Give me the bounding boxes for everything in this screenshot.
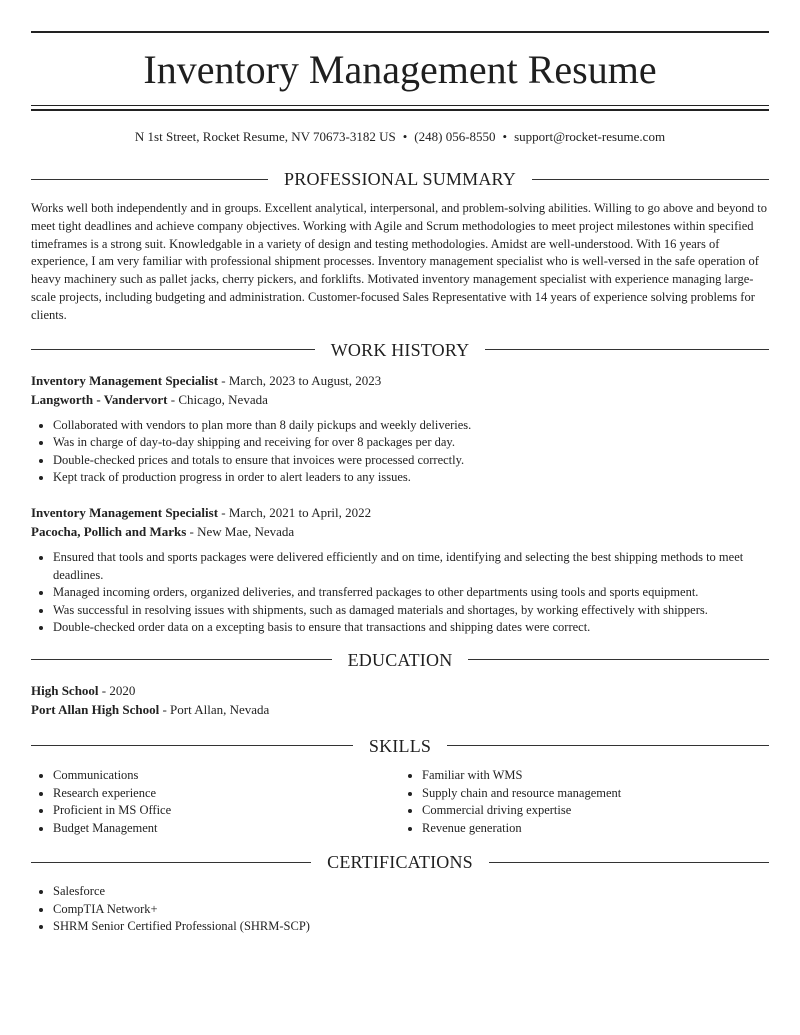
job-bullet: • Collaborated with vendors to plan more than 8 daily pickups and weekly deliveries. (53, 417, 769, 435)
job-bullet: • Double-checked prices and totals to ensure that invoices were processed correctly. (53, 452, 769, 470)
education-school-line (31, 700, 769, 719)
job-bullet: • Ensured that tools and sports packages were delivered efficiently and on time, identifying and selecting the best shipping methods to meet deadlines. (53, 549, 769, 584)
job-title: Inventory Management Specialist (31, 372, 219, 388)
heading-rule (31, 349, 315, 350)
section-heading-education (31, 649, 769, 671)
education-school: Port Allan High School (31, 701, 160, 717)
heading-rule (489, 862, 769, 863)
job-title: Inventory Management Specialist (31, 504, 219, 520)
job-bullet: • Double-checked order data on a excepting basis to ensure that transactions and shipping dates were correct. (53, 619, 769, 637)
section-heading-summary (31, 168, 769, 190)
skill-item: • Proficient in MS Office (53, 802, 400, 820)
heading-rule (31, 862, 311, 863)
skill-item: • Familiar with WMS (422, 767, 769, 785)
education-location: - Port Allan, Nevada (159, 701, 270, 717)
certification-item: • SHRM Senior Certified Professional (SHRM-SCP) (53, 918, 769, 936)
job-title-line (31, 503, 769, 522)
skill-item: • Research experience (53, 785, 400, 803)
heading-rule (532, 179, 769, 180)
section-heading-work (31, 339, 769, 361)
job-company: Langworth - Vandervort (31, 391, 168, 407)
job-title-line (31, 371, 769, 390)
job-bullet: • Kept track of production progress in order to alert leaders to any issues. (53, 469, 769, 487)
skill-item: • Budget Management (53, 820, 400, 838)
job-location: - Chicago, Nevada (167, 391, 268, 407)
heading-rule (485, 349, 769, 350)
job-company-line (31, 390, 769, 409)
top-rule (31, 31, 769, 33)
resume-page (31, 0, 769, 936)
skill-item: • Supply chain and resource management (422, 785, 769, 803)
contact-phone: (248) 056-8550 (414, 129, 496, 144)
job-list (31, 371, 769, 637)
job-bullets (31, 549, 769, 637)
section-title: CERTIFICATIONS (327, 852, 473, 873)
education-entry (31, 681, 769, 719)
contact-address: N 1st Street, Rocket Resume, NV 70673-3182 US (134, 129, 396, 144)
certification-item: • Salesforce (53, 883, 769, 901)
contact-separator: • (402, 129, 408, 144)
heading-rule (31, 659, 332, 660)
job-header (31, 503, 769, 541)
job-bullet: • Was in charge of day-to-day shipping and receiving for over 8 packages per day. (53, 434, 769, 452)
education-year: - 2020 (98, 682, 136, 698)
skills-columns (31, 767, 769, 837)
skills-right-list (400, 767, 769, 837)
section-heading-certifications (31, 851, 769, 873)
section-title: EDUCATION (347, 649, 453, 670)
job-location: - New Mae, Nevada (186, 523, 295, 539)
summary-text: Works well both independently and in groups. Excellent analytical, interpersonal, and problem-solving abilities. Willing to go above and beyond to meet tight deadlines and achieve company objectives. Working with Agile and Scrum methodologies to meet project milestones within specified timeframes is a strong suit. Knowledgable in a variety of design and testing methodologies. Amidst are well-understood. With 16 years of experience, I am very familiar with professional shipment processes. Inventory management specialist who is well-versed in the safe operation of heavy machinery such as pallet jacks, cherry pickers, and forklifts. Motivated inventory management specialist with experience managing large-scale projects, including budgeting and administration. Customer-focused Sales Representative with 14 years of experience solving problems for clients. (31, 201, 767, 322)
section-title: PROFESSIONAL SUMMARY (284, 169, 516, 189)
contact-line (31, 128, 769, 146)
heading-rule (31, 179, 268, 180)
heading-rule (31, 745, 353, 746)
skills-left-list (31, 767, 400, 837)
job-dates: - March, 2021 to April, 2022 (218, 504, 372, 520)
job-dates: - March, 2023 to August, 2023 (218, 372, 382, 388)
job-entry (31, 371, 769, 487)
certifications-list (31, 883, 769, 936)
job-bullet: • Was successful in resolving issues with shipments, such as damaged materials and shortages, by working effectively with shippers. (53, 602, 769, 620)
title-double-rule (31, 105, 769, 111)
contact-separator: • (502, 129, 508, 144)
job-bullets (31, 417, 769, 487)
heading-rule (447, 745, 769, 746)
certifications-block (31, 883, 769, 936)
section-title: SKILLS (368, 735, 432, 756)
resume-title: Inventory Management Resume (143, 47, 657, 92)
contact-email: support@rocket-resume.com (514, 129, 666, 144)
section-heading-skills (31, 735, 769, 757)
job-bullet: • Managed incoming orders, organized deliveries, and transferred packages to other departments using tools and sports equipment. (53, 584, 769, 602)
certification-item: • CompTIA Network+ (53, 901, 769, 919)
job-entry (31, 503, 769, 637)
skill-item: • Communications (53, 767, 400, 785)
skill-item: • Commercial driving expertise (422, 802, 769, 820)
education-degree-line (31, 681, 769, 700)
job-company-line (31, 522, 769, 541)
section-title: WORK HISTORY (330, 339, 470, 360)
heading-rule (468, 659, 769, 660)
skill-item: • Revenue generation (422, 820, 769, 838)
job-company: Pacocha, Pollich and Marks (31, 523, 187, 539)
education-degree: High School (31, 682, 99, 698)
job-header (31, 371, 769, 409)
